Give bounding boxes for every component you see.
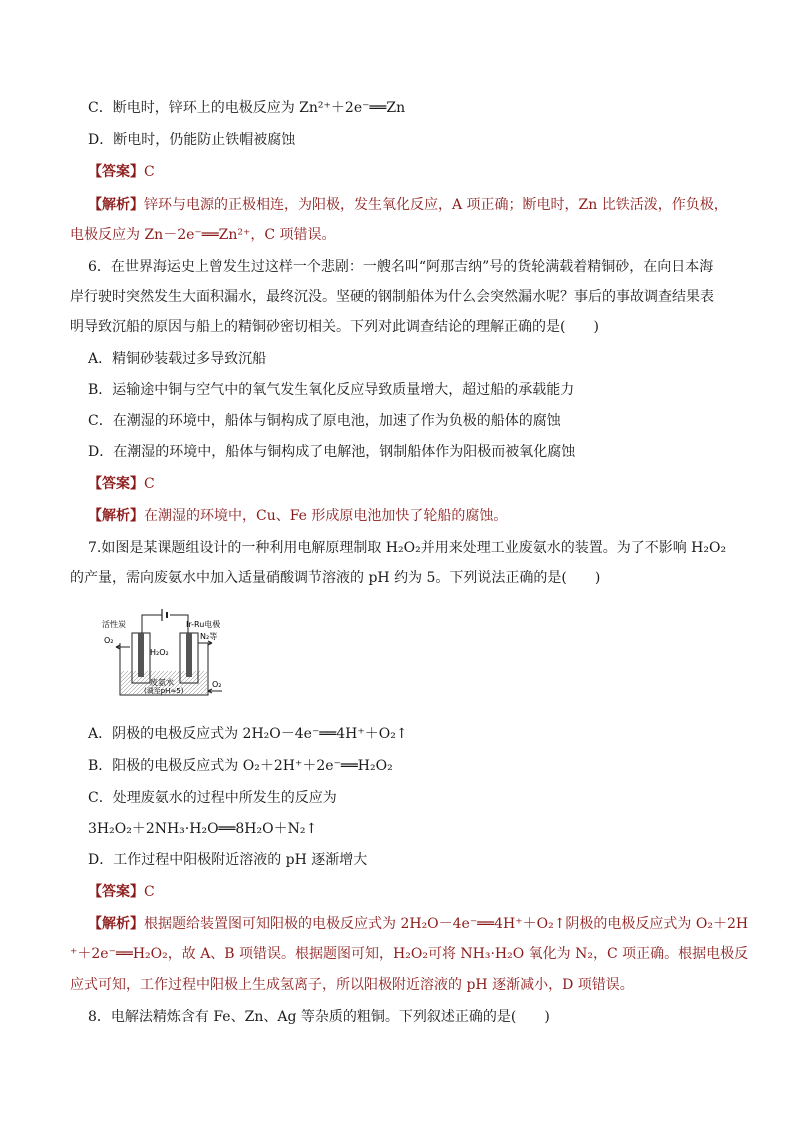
label-h2o2: H₂O₂	[150, 648, 169, 657]
q6-answer	[88, 474, 155, 494]
q7-explanation-line3: 应式可知，工作过程中阳极上生成氢离子，所以阳极附近溶液的 pH 逐渐减小，D 项错误。	[70, 977, 634, 993]
label-left-electrode: 活性炭	[102, 620, 126, 629]
answer-tag: 【答案】	[88, 164, 144, 180]
q6-stem-line1: 6．在世界海运史上曾发生过这样一个悲剧：一艘名叫“阿那吉纳”号的货轮满载着精铜砂，在向日本海	[88, 259, 714, 275]
explanation-tag: 【解析】	[88, 197, 144, 213]
label-right-electrode: Ir-Ru电极	[186, 620, 221, 629]
q7-stem-line1: 7.如图是某课题组设计的一种利用电解原理制取 H₂O₂并用来处理工业废氨水的装置。为了不影响 H₂O₂	[88, 540, 727, 556]
q7-option-a: A．阴极的电极反应式为 2H₂O－4e⁻══4H⁺＋O₂↑	[88, 726, 408, 742]
q5-answer	[88, 162, 155, 182]
answer-value: C	[144, 476, 155, 492]
q5-option-c: C．断电时，锌环上的电极反应为 Zn²⁺＋2e⁻══Zn	[88, 100, 406, 116]
q7-option-d: D．工作过程中阳极附近溶液的 pH 逐渐增大	[88, 852, 368, 868]
q7-option-b: B．阳极的电极反应式为 O₂＋2H⁺＋2e⁻══H₂O₂	[88, 758, 393, 774]
left-electrode	[138, 633, 144, 677]
answer-value: C	[144, 164, 155, 180]
q5-explanation-line2: 电极反应为 Zn－2e⁻══Zn²⁺，C 项错误。	[70, 227, 336, 243]
q7-option-c-equation: 3H₂O₂＋2NH₃·H₂O══8H₂O＋N₂↑	[88, 821, 318, 837]
right-electrode	[186, 633, 192, 677]
q6-option-d: D．在潮湿的环境中，船体与铜构成了电解池，钢制船体作为阳极而被氧化腐蚀	[88, 444, 576, 460]
label-ph-note: (调至pH≈5)	[144, 687, 184, 695]
q6-explanation: 【解析】在潮湿的环境中，Cu、Fe 形成原电池加快了轮船的腐蚀。	[88, 508, 508, 524]
q7-explanation-line2: ⁺＋2e⁻══H₂O₂，故 A、B 项错误。根据题图可知，H₂O₂可将 NH₃·H₂O 氧化为 N₂，C 项正确。根据电极反	[70, 946, 749, 962]
label-o2-out: O₂	[104, 636, 114, 645]
explanation-tag: 【解析】	[88, 508, 144, 524]
q7-explanation-line1: 【解析】根据题给装置图可知阳极的电极反应式为 2H₂O－4e⁻══4H⁺＋O₂↑阴极的电极反应式为 O₂＋2H	[88, 916, 749, 932]
q7-stem-line2: 的产量，需向废氨水中加入适量硝酸调节溶液的 pH 约为 5。下列说法正确的是( )	[70, 570, 601, 586]
q6-option-c: C．在潮湿的环境中，船体与铜构成了原电池，加速了作为负极的船体的腐蚀	[88, 413, 561, 429]
q6-stem-line3: 明导致沉船的原因与船上的精铜砂密切相关。下列对此调查结论的理解正确的是( )	[70, 319, 599, 335]
q7-option-c: C．处理废氨水的过程中所发生的反应为	[88, 790, 337, 806]
q6-stem-line2: 岸行驶时突然发生大面积漏水，最终沉没。坚硬的钢制船体为什么会突然漏水呢？事后的事故调查结果表	[70, 289, 714, 305]
q6-option-a: A．精铜砂装载过多导致沉船	[88, 351, 267, 367]
q5-explanation-line1: 【解析】锌环与电源的正极相连，为阳极，发生氧化反应，A 项正确；断电时，Zn 比铁活泼，作负极，	[88, 197, 728, 213]
q5-option-d: D．断电时，仍能防止铁帽被腐蚀	[88, 132, 296, 148]
q8-stem-line1: 8．电解法精炼含有 Fe、Zn、Ag 等杂质的粗铜。下列叙述正确的是( )	[88, 1009, 550, 1025]
label-o2-in: O₂	[212, 680, 222, 689]
answer-tag: 【答案】	[88, 884, 144, 900]
q6-option-b: B．运输途中铜与空气中的氧气发生氧化反应导致质量增大，超过船的承载能力	[88, 382, 575, 398]
label-solution: 废氨水	[150, 678, 174, 687]
answer-value: C	[144, 884, 155, 900]
electrolysis-apparatus-diagram	[100, 603, 232, 703]
explanation-tag: 【解析】	[88, 916, 144, 932]
wire-left	[142, 615, 162, 633]
q7-answer	[88, 882, 155, 902]
answer-tag: 【答案】	[88, 476, 144, 492]
label-n2-out: N₂等	[200, 632, 218, 641]
